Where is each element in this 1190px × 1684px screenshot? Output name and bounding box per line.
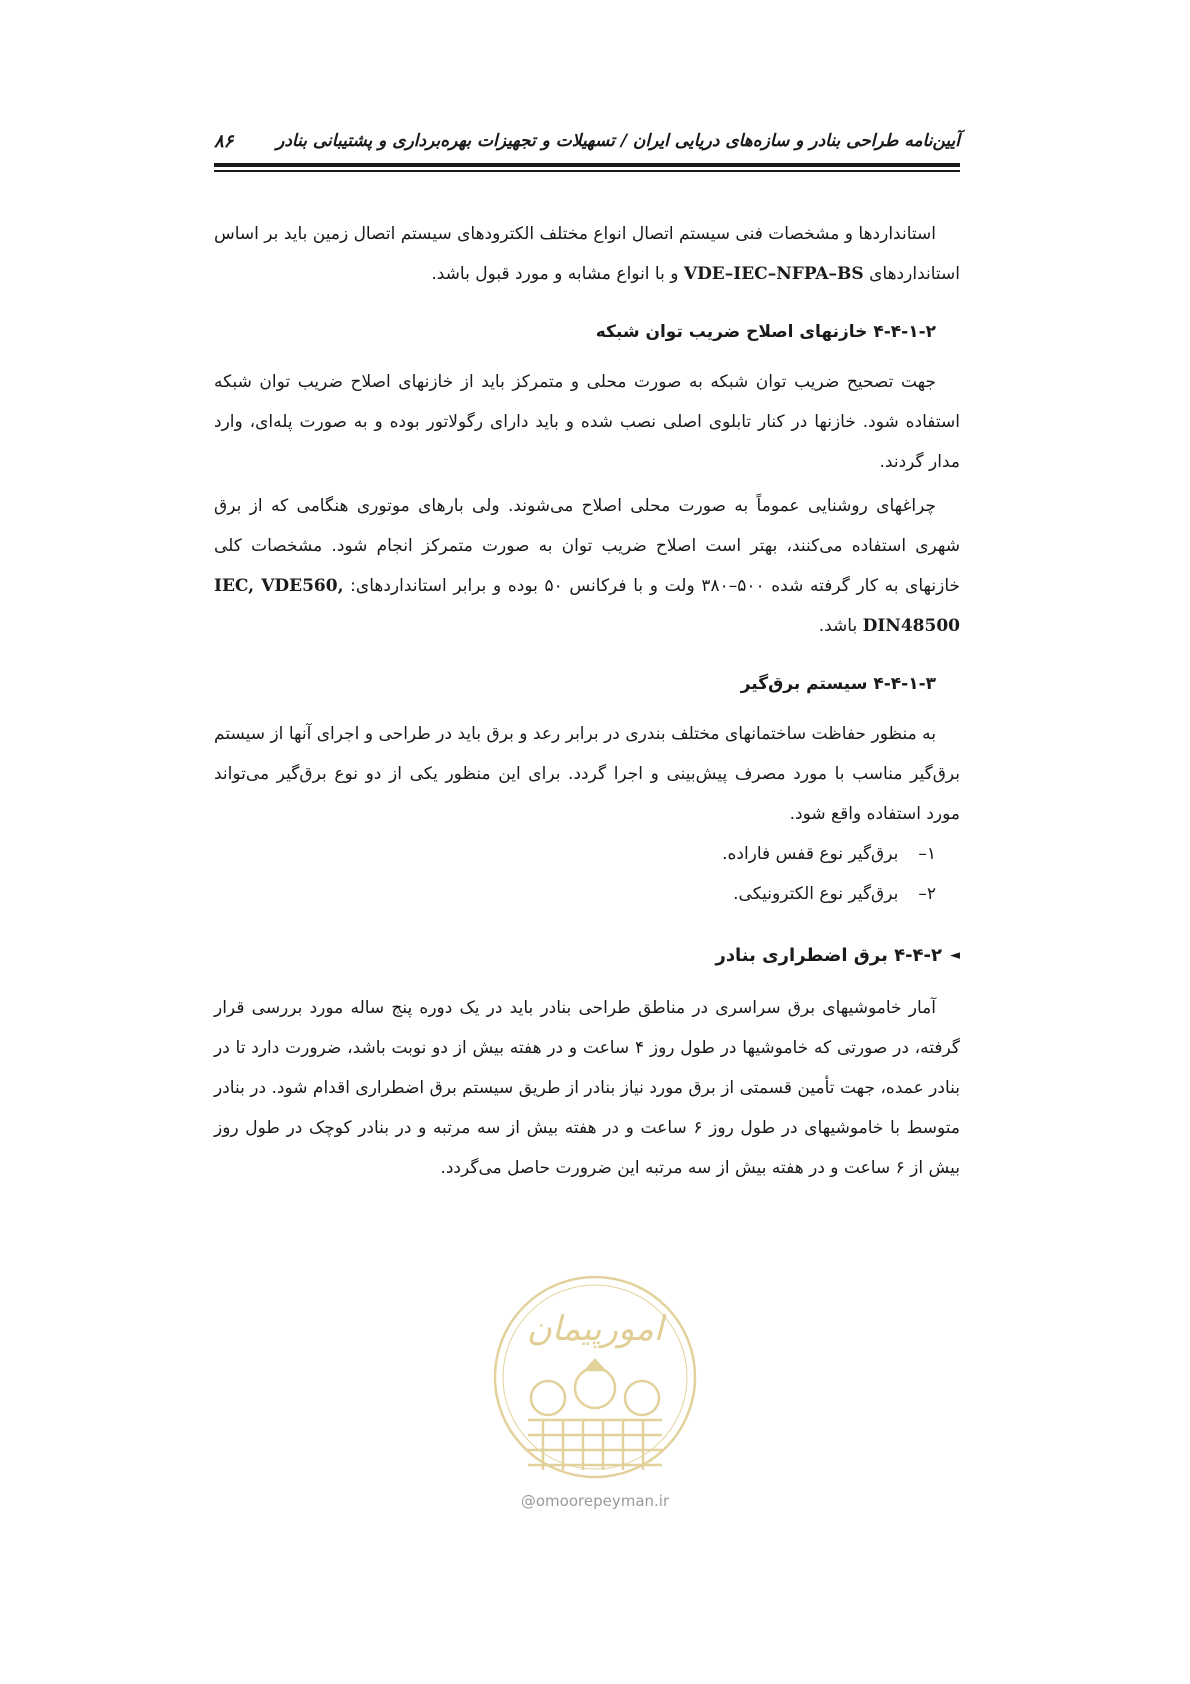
section-heading-emergency: ◄ ۴-۴-۲ برق اضطراری بنادر: [214, 936, 960, 976]
page-body: [214, 214, 960, 1188]
watermark-url: @omoorepeyman.ir: [520, 1492, 670, 1510]
running-title: آیین‌نامه طراحی بنادر و سازه‌های دریایی ایران / تسهیلات و تجهیزات بهره‌برداری و پشتیبانی بنادر: [276, 131, 960, 151]
section-heading-lightning: ۴-۴-۱-۳ سیستم برق‌گیر: [740, 674, 936, 694]
capacitors-paragraph-2: چراغهای روشنایی عموماً به صورت محلی اصلاح می‌شوند. ولی بارهای موتوری هنگامی که از برق شهری استفاده می‌کنند، بهتر است اصلاح ضریب توان به صورت متمرکز انجام شود. مشخصات کلی خازنهای به کار گرفته شده ۵۰۰–۳۸۰ ولت و با فرکانس ۵۰ بوده و برابر استانداردهای: IEC, VDE560, DIN48500 باشد.: [214, 496, 961, 636]
list-item: ۱– برق‌گیر نوع قفس فاراده.: [722, 844, 936, 864]
emergency-paragraph: آمار خاموشیهای برق سراسری در مناطق طراحی بنادر باید در یک دوره پنج ساله مورد بررسی قرار گرفته، در صورتی که خاموشیها در طول روز ۴ ساعت و در هفته بیش از دو نوبت باشد، ضرورت دارد تا در بنادر عمده، جهت تأمین قسمتی از برق مورد نیاز بنادر از طریق سیستم برق اضطراری اقدام شود. در بنادر متوسط با خاموشیهای در طول روز ۶ ساعت و در هفته بیش از سه مرتبه و در بنادر کوچک در طول روز بیش از ۶ ساعت و در هفته بیش از سه مرتبه این ضرورت حاصل می‌گردد.: [214, 998, 961, 1178]
header-rule-thin: [214, 170, 960, 172]
section-heading-capacitors: ۴-۴-۱-۲ خازنهای اصلاح ضریب توان شبکه: [595, 322, 936, 342]
capacitor-standards: IEC, VDE560, DIN48500: [214, 576, 960, 636]
lightning-paragraph: به منظور حفاظت ساختمانهای مختلف بندری در برابر رعد و برق باید در طراحی و اجرای آنها از سیستم برق‌گیر مناسب با مورد مصرف پیش‌بینی و اجرا گردد. برای این منظور یکی از دو نوع برق‌گیر می‌تواند مورد استفاده واقع شود.: [214, 724, 960, 824]
page-number: ۸۶: [214, 130, 234, 152]
list-item: ۲– برق‌گیر نوع الکترونیکی.: [733, 884, 936, 904]
page-header: [214, 128, 960, 154]
watermark-logo-text: امورپیمان: [526, 1309, 664, 1349]
lightning-types-list: [214, 834, 960, 914]
intro-paragraph: استانداردها و مشخصات فنی سیستم اتصال انواع مختلف الکترودهای سیستم اتصال زمین باید بر اساس استانداردهای VDE–IEC–NFPA–BS و با انواع مشابه و مورد قبول باشد.: [214, 224, 960, 284]
header-rule-thick: [214, 163, 960, 167]
watermark-logo: [488, 1270, 702, 1484]
capacitors-paragraph-1: جهت تصحیح ضریب توان شبکه به صورت محلی و متمرکز باید از خازنهای اصلاح ضریب توان شبکه استفاده شود. خازنها در کنار تابلوی اصلی نصب شده و باید دارای رگولاتور بوده و به صورت پله‌ای، وارد مدار گردند.: [214, 372, 960, 472]
standards-list: VDE–IEC–NFPA–BS: [683, 264, 864, 284]
triangle-marker-icon: ◄: [950, 948, 960, 963]
